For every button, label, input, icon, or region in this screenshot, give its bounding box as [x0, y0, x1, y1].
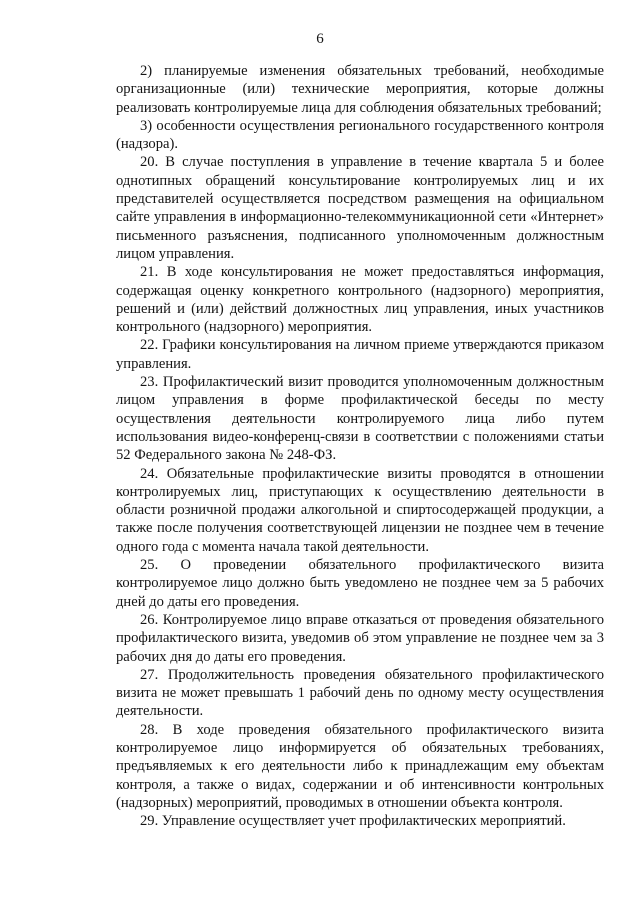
paragraph-item-3: 3) особенности осуществления регионального государственного контроля (надзора). — [116, 117, 604, 153]
paragraph-item-2: 2) планируемые изменения обязательных требований, необходимые организационные (или) технические мероприятия, которые должны реализовать контролируемые лица для соблюдения обязательных требований; — [116, 63, 604, 116]
document-body — [116, 62, 604, 830]
paragraph-23: 23. Профилактический визит проводится уполномоченным должностным лицом управления в форме профилактической беседы по месту осуществления деятельности контролируемого лица либо путем использования видео-конференц-связи в соответствии с положениями статьи 52 Федерального закона № 248-ФЗ. — [116, 374, 604, 464]
paragraph-20: 20. В случае поступления в управление в течение квартала 5 и более однотипных обращений консультирование контролируемых лиц и их представителей осуществляется посредством размещения на официальном сайте управления в информационно-телекоммуникационной сети «Интернет» письменного разъяснения, подписанного уполномоченным должностным лицом управления. — [116, 154, 604, 262]
paragraph-26: 26. Контролируемое лицо вправе отказаться от проведения обязательного профилактического визита, уведомив об этом управление не позднее чем за 3 рабочих дня до даты его проведения. — [116, 611, 604, 665]
paragraph-22: 22. Графики консультирования на личном приеме утверждаются приказом управления. — [116, 337, 604, 372]
paragraph-24: 24. Обязательные профилактические визиты проводятся в отношении контролируемых лиц, приступающих к осуществлению деятельности в области розничной продажи алкогольной и спиртосодержащей продукции, а также после получения соответствующей лицензии не позднее чем в течение одного года с момента начала такой деятельности. — [116, 465, 604, 555]
paragraph-28: 28. В ходе проведения обязательного профилактического визита контролируемое лицо информируется об обязательных требованиях, предъявляемых к его деятельности либо к принадлежащим ему объектам контроля, а также о видах, содержании и об интенсивности контрольных (надзорных) мероприятий, проводимых в отношении объекта контроля. — [116, 721, 604, 811]
paragraph-25: 25. О проведении обязательного профилактического визита контролируемое лицо должно быть уведомлено не позднее чем за 5 рабочих дней до даты его проведения. — [116, 557, 604, 610]
page-number: 6 — [316, 31, 324, 47]
paragraph-21: 21. В ходе консультирования не может предоставляться информация, содержащая оценку конкретного контрольного (надзорного) мероприятия, решений и (или) действий должностных лиц управления, иных участников контрольного (надзорного) мероприятия. — [116, 264, 604, 336]
paragraph-29: 29. Управление осуществляет учет профилактических мероприятий. — [140, 813, 566, 830]
paragraph-27: 27. Продолжительность проведения обязательного профилактического визита не может превышать 1 рабочий день по одному месту осуществления деятельности. — [116, 666, 604, 720]
